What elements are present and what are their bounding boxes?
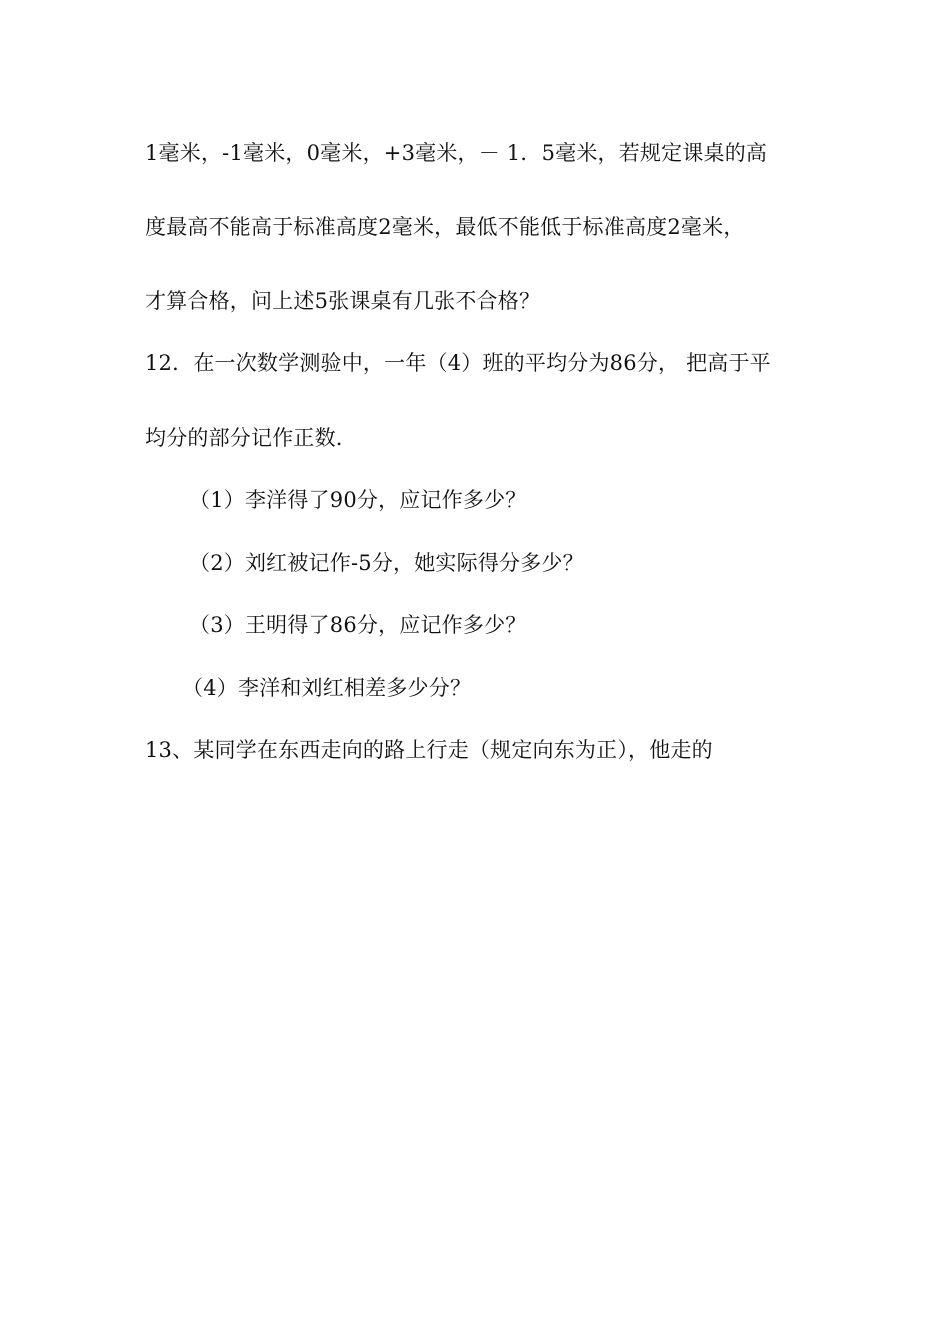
problem-12-text-line-1: 12．在一次数学测验中，一年（4）班的平均分为86分， 把高于平 <box>145 351 771 375</box>
problem-12-question-1: （1）李洋得了90分，应记作多少？ <box>189 488 527 512</box>
problem-11-text-line-2: 度最高不能高于标准高度2毫米，最低不能低于标准高度2毫米， <box>145 215 745 239</box>
problem-13-text-line-1: 13、某同学在东西走向的路上行走（规定向东为正），他走的 <box>145 738 713 762</box>
problem-12-question-4: （4）李洋和刘红相差多少分？ <box>182 676 472 700</box>
problem-11-text-line-3: 才算合格，问上述5张课桌有几张不合格？ <box>145 289 541 313</box>
problem-12-question-2: （2）刘红被记作-5分，她实际得分多少？ <box>189 551 584 575</box>
problem-11-text-line-1: 1毫米，-1毫米，0毫米，+3毫米，－ 1．5毫米，若规定课桌的高 <box>145 141 768 165</box>
problem-12-question-3: （3）王明得了86分，应记作多少？ <box>189 613 527 637</box>
problem-12-text-line-2: 均分的部分记作正数. <box>145 426 343 450</box>
